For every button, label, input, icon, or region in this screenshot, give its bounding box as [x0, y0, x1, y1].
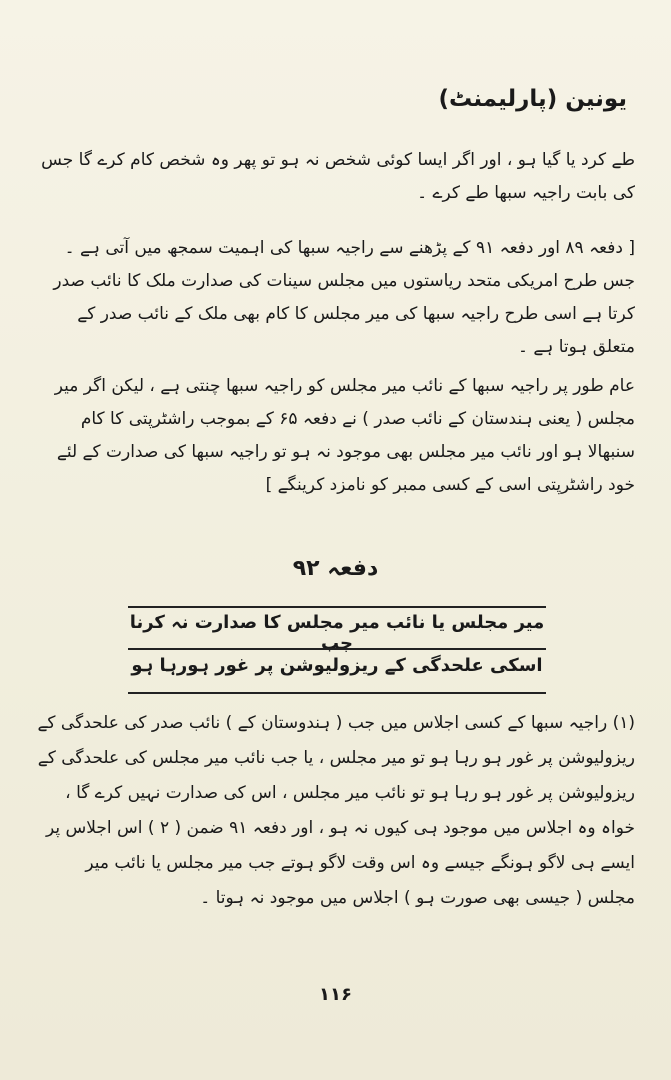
paragraph-continuation: [36, 144, 635, 210]
section-title-line-1: میر مجلس یا نائب میر مجلس کا صدارت نہ کرنا جب: [129, 612, 545, 654]
page-number: ۱۱۶: [319, 984, 352, 1005]
paragraph-text: (۱) راجیہ سبھا کے کسی اجلاس میں جب ( ہندوستان کے ) نائب صدر کی علحدگی کے ریزولیوشن پر غور ہو رہا ہو تو میر مجلس ، یا جب نائب میر مجلس کی علحدگی کے ریزولیوشن پر غور ہو رہا ہو تو نائب میر مجلس ، اس کی صدارت نہیں کرے گا ، خواہ وہ اجلاس میں موجود ہی کیوں نہ ہو ، اور دفعہ ۹۱ ضمن ( ۲ ) اس اجلاس پر ایسے ہی لاگو ہونگے جیسے وہ اس وقت لاگو ہوتے جب میر مجلس یا نائب میر مجلس ( جیسی بھی صورت ہو ) اجلاس میں موجود نہ ہوتا ۔: [37, 713, 635, 908]
title-rule-middle: [128, 648, 546, 650]
section-heading: دفعہ ۹۲: [292, 556, 379, 581]
paragraph-text: عام طور پر راجیہ سبھا کے نائب میر مجلس کو راجیہ سبھا چنتی ہے ، لیکن اگر میر مجلس ( یعنی ہندستان کے نائب صدر ) نے دفعہ ۶۵ کے بموجب راشٹرپتی کا کام سنبھالا ہو اور نائب میر مجلس بھی موجود نہ ہو تو راجیہ سبھا کی صدارت کے لئے خود راشٹرپتی اسی کے کسی ممبر کو نامزد کرینگے ]: [54, 376, 635, 495]
commentary-paragraph-1: [36, 232, 635, 364]
title-rule-bottom: [128, 692, 546, 694]
paragraph-text: طے کرد یا گیا ہو ، اور اگر ایسا کوئی شخص نہ ہو تو پھر وہ شخص کام کرے گا جس کی بابت راجیہ سبھا طے کرے ۔: [41, 150, 635, 203]
paragraph-text: [ دفعہ ۸۹ اور دفعہ ۹۱ کے پڑھنے سے راجیہ سبھا کی اہمیت سمجھ میں آتی ہے ۔ جس طرح امریکی متحد ریاستوں میں مجلس سینات کی صدارت ملک کا نائب صدر کرتا ہے اسی طرح راجیہ سبھا کی میر مجلس کا کام بھی ملک کے نائب صدر کے متعلق ہوتا ہے ۔: [53, 238, 635, 357]
running-head: یونین (پارلیمنٹ): [438, 86, 627, 112]
commentary-paragraph-2: [36, 370, 635, 502]
section-title-line-2: اسکی علحدگی کے ریزولیوشن پر غور ہورہا ہو: [131, 655, 543, 676]
section-body-paragraph: [36, 706, 635, 916]
title-rule-top: [128, 606, 546, 608]
